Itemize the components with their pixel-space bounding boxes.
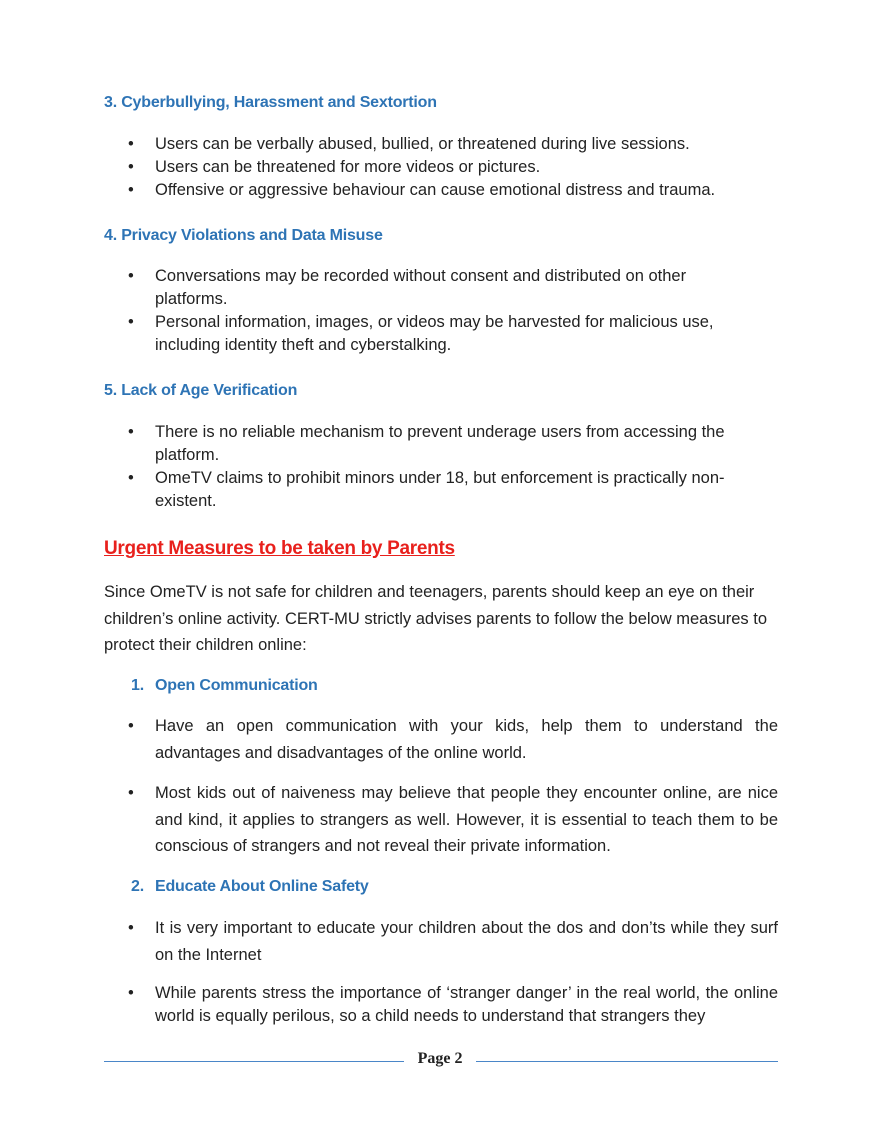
bullet-glyph: • xyxy=(128,313,134,331)
list-item xyxy=(128,265,728,311)
bullet-glyph: • xyxy=(128,267,134,285)
list-item-text: Offensive or aggressive behaviour can cause emotional distress and trauma. xyxy=(155,181,716,199)
cyberbullying-bullet-list xyxy=(128,133,778,202)
list-item-text: Most kids out of naiveness may believe that people they encounter online, are nice and kind, it applies to strangers as well. However, it is essential to teach them to be conscious of strangers and not reveal their private information. xyxy=(155,784,778,855)
measures-intro-paragraph: Since OmeTV is not safe for children and teenagers, parents should keep an eye on their children’s online activity. CERT-MU strictly advises parents to follow the below measures to protect their children online: xyxy=(104,583,768,654)
list-item-text: While parents stress the importance of ‘stranger danger’ in the real world, the online world is equally perilous, so a child needs to understand that strangers they xyxy=(155,984,778,1025)
page-footer xyxy=(104,1050,778,1074)
list-item-text: Personal information, images, or videos may be harvested for malicious use, including identity theft and cyberstalking. xyxy=(155,313,714,354)
list-item xyxy=(128,133,778,156)
footer-rule-right xyxy=(476,1061,778,1062)
footer-rule-left xyxy=(104,1061,404,1062)
bullet-glyph: • xyxy=(128,984,134,1002)
list-item xyxy=(128,982,778,1028)
bullet-glyph: • xyxy=(128,181,134,199)
measure-title: Educate About Online Safety xyxy=(155,878,369,895)
measure-heading-online-safety xyxy=(131,878,369,896)
measures-heading: Urgent Measures to be taken by Parents xyxy=(104,538,455,559)
bullet-glyph: • xyxy=(128,158,134,176)
list-item-text: Users can be verbally abused, bullied, or threatened during live sessions. xyxy=(155,135,690,153)
list-item-text: Have an open communication with your kids, help them to understand the advantages and disadvantages of the online world. xyxy=(155,717,778,762)
section-heading-cyberbullying: 3. Cyberbullying, Harassment and Sextortion xyxy=(104,94,437,111)
privacy-bullet-list xyxy=(128,265,728,357)
list-item-text: OmeTV claims to prohibit minors under 18, but enforcement is practically non-existent. xyxy=(155,469,725,510)
list-item xyxy=(128,156,778,179)
list-item xyxy=(128,421,768,467)
open-communication-bullet-list xyxy=(128,713,778,874)
list-item xyxy=(128,311,728,357)
measure-title: Open Communication xyxy=(155,677,318,694)
age-verification-bullet-list xyxy=(128,421,768,513)
bullet-glyph: • xyxy=(128,784,134,802)
bullet-glyph: • xyxy=(128,469,134,487)
online-safety-bullet-list xyxy=(128,915,778,1042)
measure-number: 2. xyxy=(131,878,144,895)
list-item-text: There is no reliable mechanism to prevent underage users from accessing the platform. xyxy=(155,423,725,464)
list-item-text: Users can be threatened for more videos or pictures. xyxy=(155,158,541,176)
list-item-text: It is very important to educate your children about the dos and don’ts while they surf on the Internet xyxy=(155,919,778,964)
section-heading-age-verification: 5. Lack of Age Verification xyxy=(104,382,298,399)
list-item xyxy=(128,179,778,202)
bullet-glyph: • xyxy=(128,717,134,735)
bullet-glyph: • xyxy=(128,135,134,153)
list-item xyxy=(128,780,778,860)
list-item-text: Conversations may be recorded without consent and distributed on other platforms. xyxy=(155,267,687,308)
page-number: Page 2 xyxy=(417,1050,463,1067)
bullet-glyph: • xyxy=(128,423,134,441)
list-item xyxy=(128,915,778,968)
list-item xyxy=(128,713,778,766)
list-item xyxy=(128,467,768,513)
bullet-glyph: • xyxy=(128,919,134,937)
measure-heading-open-communication xyxy=(131,677,318,695)
section-heading-privacy: 4. Privacy Violations and Data Misuse xyxy=(104,227,383,244)
measure-number: 1. xyxy=(131,677,144,694)
